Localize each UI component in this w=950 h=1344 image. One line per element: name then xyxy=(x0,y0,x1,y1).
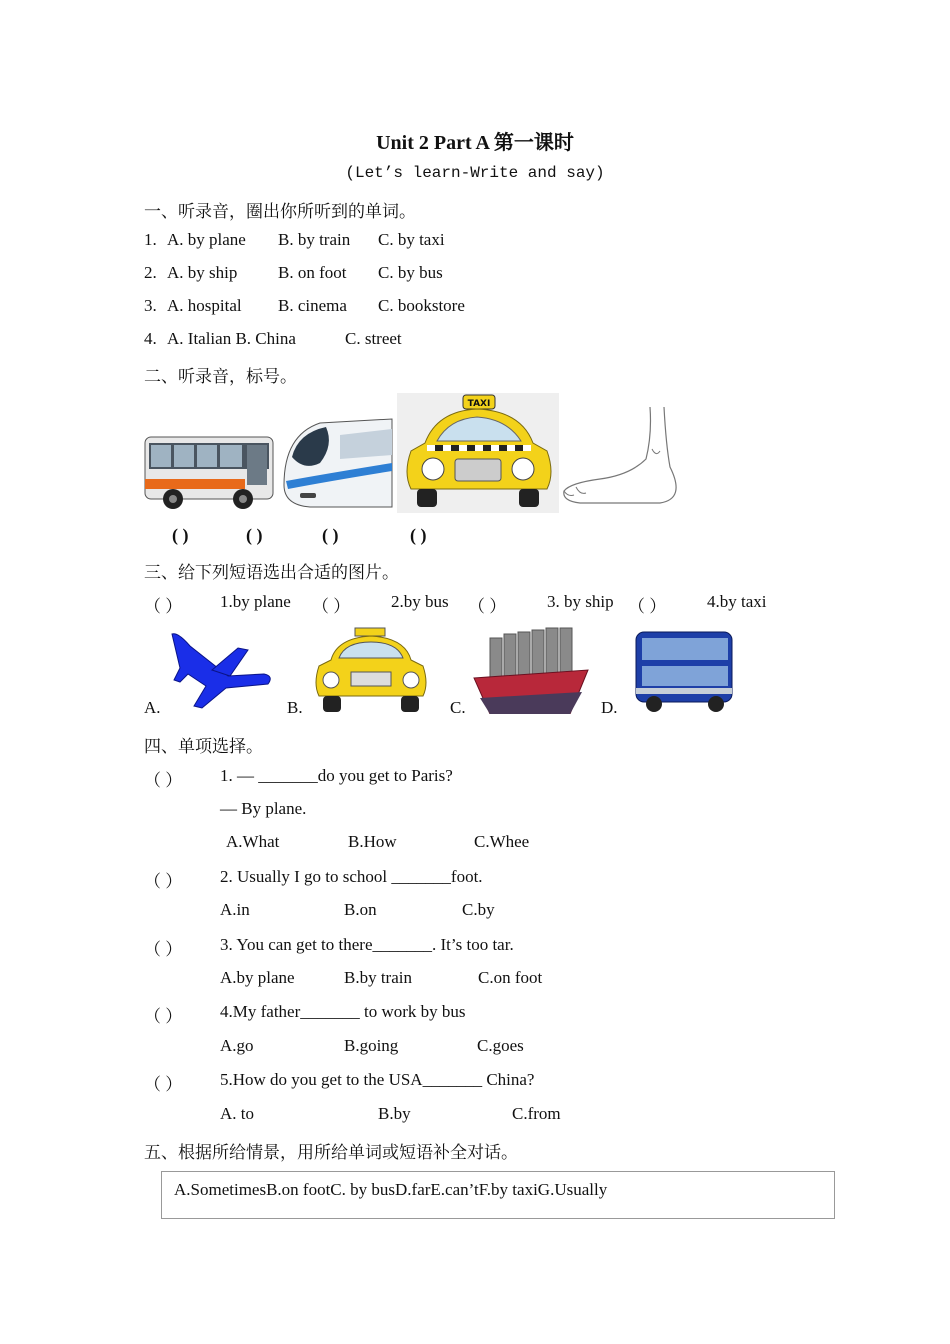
option-a: A.in xyxy=(220,900,250,919)
section2-answer-brackets xyxy=(0,525,950,549)
option-c: C.goes xyxy=(477,1036,524,1055)
question-3 xyxy=(144,935,744,995)
option-a: A.by plane xyxy=(220,968,295,987)
option-a: A. hospital xyxy=(167,296,242,315)
answer-bracket-4[interactable]: ( ) xyxy=(410,525,427,545)
answer-blank[interactable]: （ ） xyxy=(144,1007,183,1026)
section1-heading: 一、听录音，圈出你所听到的单词。 xyxy=(144,202,416,222)
answer-blank[interactable]: （ ） xyxy=(468,597,507,616)
page-title: Unit 2 Part A 第一课时 xyxy=(376,132,574,154)
section5-heading: 五、根据所给情景，用所给单词或短语补全对话。 xyxy=(144,1143,518,1163)
option-c: C. bookstore xyxy=(378,296,465,315)
item-number: 4. xyxy=(144,329,157,348)
double-decker-bus-icon xyxy=(632,628,734,714)
option-b: B. by train xyxy=(278,230,351,249)
option-b: B. on foot xyxy=(278,263,347,282)
option-a: A.What xyxy=(226,832,280,851)
section2-heading: 二、听录音，标号。 xyxy=(144,367,297,387)
item-number: 3. xyxy=(144,296,157,315)
taxi-icon xyxy=(309,626,433,714)
taxi-icon xyxy=(397,393,559,513)
question-text: 3. You can get to there_______. It’s too tar. xyxy=(220,935,514,954)
bus-icon xyxy=(143,433,275,511)
plane-icon xyxy=(168,630,274,712)
question-text: 2. Usually I go to school _______foot. xyxy=(220,867,483,886)
answer-blank[interactable]: （ ） xyxy=(144,940,183,959)
option-b: B.going xyxy=(344,1036,399,1055)
answer-blank[interactable]: （ ） xyxy=(144,1075,183,1094)
question-2 xyxy=(144,867,744,927)
option-a: A. by plane xyxy=(167,230,246,249)
option-b: B.by xyxy=(378,1104,411,1123)
option-c: C. street xyxy=(345,329,402,348)
phrase-by-taxi: 4.by taxi xyxy=(707,592,767,611)
answer-blank[interactable]: （ ） xyxy=(144,872,183,891)
option-b: B.How xyxy=(348,832,397,851)
question-1 xyxy=(144,766,744,876)
option-a: A.go xyxy=(220,1036,254,1055)
question-text: 1. — _______do you get to Paris? xyxy=(220,766,453,785)
picture-label-d: D. xyxy=(601,698,618,717)
picture-label-c: C. xyxy=(450,698,466,717)
option-c: C.by xyxy=(462,900,495,919)
answer-blank[interactable]: （ ） xyxy=(144,597,183,616)
phrase-by-bus: 2.by bus xyxy=(391,592,449,611)
option-a: A. by ship xyxy=(167,263,238,282)
question-text: 5.How do you get to the USA_______ China? xyxy=(220,1070,535,1089)
section3-items xyxy=(144,592,844,616)
question-text: 4.My father_______ to work by bus xyxy=(220,1002,466,1021)
option-b: B.by train xyxy=(344,968,412,987)
option-c: C. by taxi xyxy=(378,230,445,249)
picture-label-a: A. xyxy=(144,698,161,717)
question-4 xyxy=(144,1002,744,1062)
train-icon xyxy=(280,415,395,511)
ship-icon xyxy=(470,624,592,714)
picture-label-b: B. xyxy=(287,698,303,717)
foot-icon xyxy=(560,405,685,507)
answer-blank[interactable]: （ ） xyxy=(144,771,183,790)
taxi-sign-text: TAXI xyxy=(467,399,491,409)
phrase-by-ship: 3. by ship xyxy=(547,592,614,611)
answer-bracket-2[interactable]: ( ) xyxy=(246,525,263,545)
option-a: A. to xyxy=(220,1104,254,1123)
answer-blank[interactable]: （ ） xyxy=(312,597,351,616)
section4-heading: 四、单项选择。 xyxy=(144,737,263,757)
answer-blank[interactable]: （ ） xyxy=(628,597,667,616)
option-c: C.from xyxy=(512,1104,561,1123)
option-c: C. by bus xyxy=(378,263,443,282)
item-number: 2. xyxy=(144,263,157,282)
word-bank-text: A.SometimesB.on footC. by busD.farE.can’tF.by taxiG.Usually xyxy=(174,1180,608,1199)
word-bank-box xyxy=(161,1171,835,1219)
answer-bracket-3[interactable]: ( ) xyxy=(322,525,339,545)
question-answer-line: — By plane. xyxy=(220,799,307,818)
page-subtitle: (Let’s learn-Write and say) xyxy=(345,164,605,182)
section3-heading: 三、给下列短语选出合适的图片。 xyxy=(144,563,399,583)
option-a: A. Italian B. China xyxy=(167,329,296,348)
item-number: 1. xyxy=(144,230,157,249)
option-c: C.Whee xyxy=(474,832,530,851)
answer-bracket-1[interactable]: ( ) xyxy=(172,525,189,545)
option-c: C.on foot xyxy=(478,968,543,987)
question-5 xyxy=(144,1070,744,1130)
phrase-by-plane: 1.by plane xyxy=(220,592,291,611)
option-b: B. cinema xyxy=(278,296,347,315)
option-b: B.on xyxy=(344,900,377,919)
